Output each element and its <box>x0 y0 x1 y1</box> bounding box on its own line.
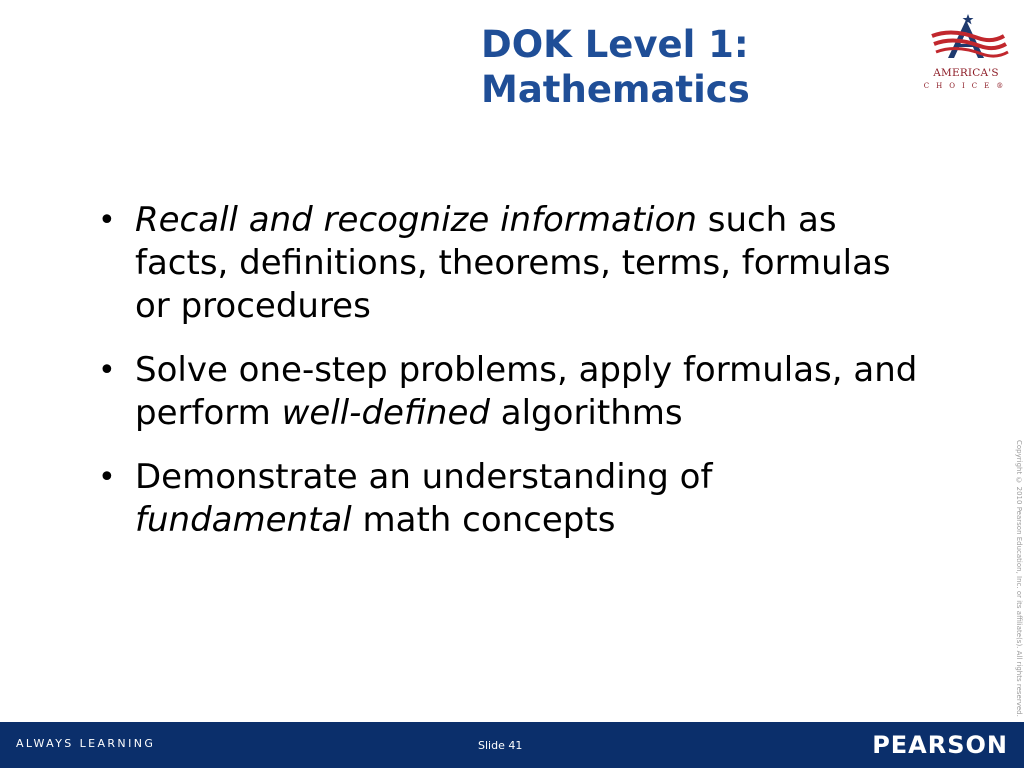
bullet-text: such as facts, definitions, theorems, terms, formulas or procedures <box>135 200 891 326</box>
bullet-italic-text: Recall and recognize information <box>135 200 697 240</box>
bullet-text: math concepts <box>351 500 616 540</box>
bullet-italic-text: well-defined <box>281 393 490 433</box>
bullet-list <box>98 199 918 563</box>
bullet-dot-icon: • <box>98 353 116 388</box>
slide-number: Slide 41 <box>478 739 523 752</box>
logo-emblem-icon <box>918 14 1014 66</box>
slide-title <box>481 22 901 112</box>
footer-tagline: ALWAYS LEARNING <box>16 737 156 750</box>
title-line-2: Mathematics <box>481 68 750 111</box>
bullet-text: algorithms <box>489 393 683 433</box>
title-line-1: DOK Level 1: <box>481 23 749 66</box>
footer-bar <box>0 722 1024 768</box>
bullet-item <box>98 456 918 542</box>
bullet-dot-icon: • <box>98 203 116 238</box>
pearson-logo: PEARSON <box>872 731 1008 759</box>
logo-text-americas: AMERICA'S <box>933 67 999 79</box>
logo-text-choice: CHOICE® <box>923 82 1011 90</box>
bullet-text: Demonstrate an understanding of <box>135 457 713 497</box>
americas-choice-logo <box>918 14 1014 100</box>
bullet-dot-icon: • <box>98 460 116 495</box>
bullet-italic-text: fundamental <box>135 500 352 540</box>
bullet-item <box>98 349 918 435</box>
copyright-notice: Copyright © 2010 Pearson Education, Inc. or its affiliate(s). All rights reserved. <box>1015 440 1023 717</box>
bullet-text: Solve one-step problems, apply formulas, and perform <box>135 350 918 433</box>
bullet-item <box>98 199 918 328</box>
